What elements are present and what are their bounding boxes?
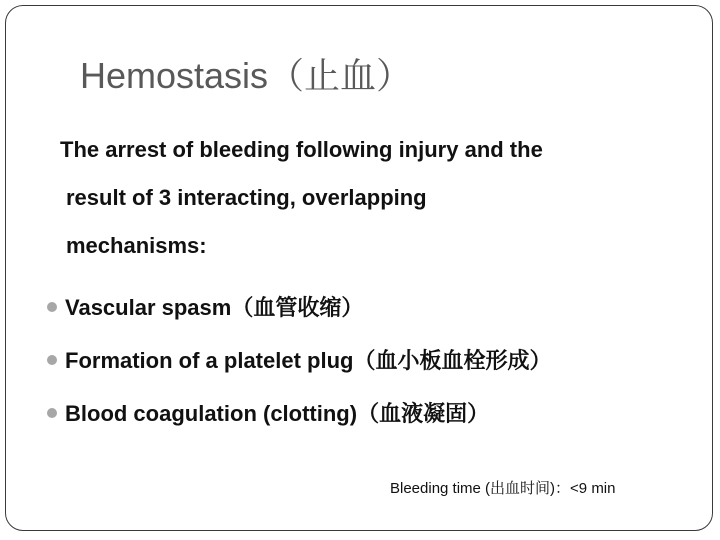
bullet-text: Vascular spasm（血管收缩） [65, 295, 364, 320]
intro-line-3: mechanisms: [66, 233, 207, 258]
bullet-item-vascular-spasm [47, 280, 551, 333]
intro-paragraph [60, 132, 690, 276]
bullet-dot-icon [47, 302, 57, 312]
intro-line-1: The arrest of bleeding following injury and the [60, 137, 543, 162]
bullet-item-platelet-plug [47, 333, 551, 386]
bleeding-time-footnote: Bleeding time (出血时间)：<9 min [390, 480, 616, 497]
bullet-dot-icon [47, 355, 57, 365]
slide-title: Hemostasis（止血） [80, 55, 413, 96]
bullet-dot-icon [47, 408, 57, 418]
bullet-text: Formation of a platelet plug（血小板血栓形成） [65, 348, 552, 373]
bullet-text: Blood coagulation (clotting)（血液凝固） [65, 401, 490, 426]
bullet-item-blood-coagulation [47, 386, 551, 439]
mechanism-bullet-list [47, 280, 551, 439]
intro-line-2: result of 3 interacting, overlapping [66, 185, 427, 210]
